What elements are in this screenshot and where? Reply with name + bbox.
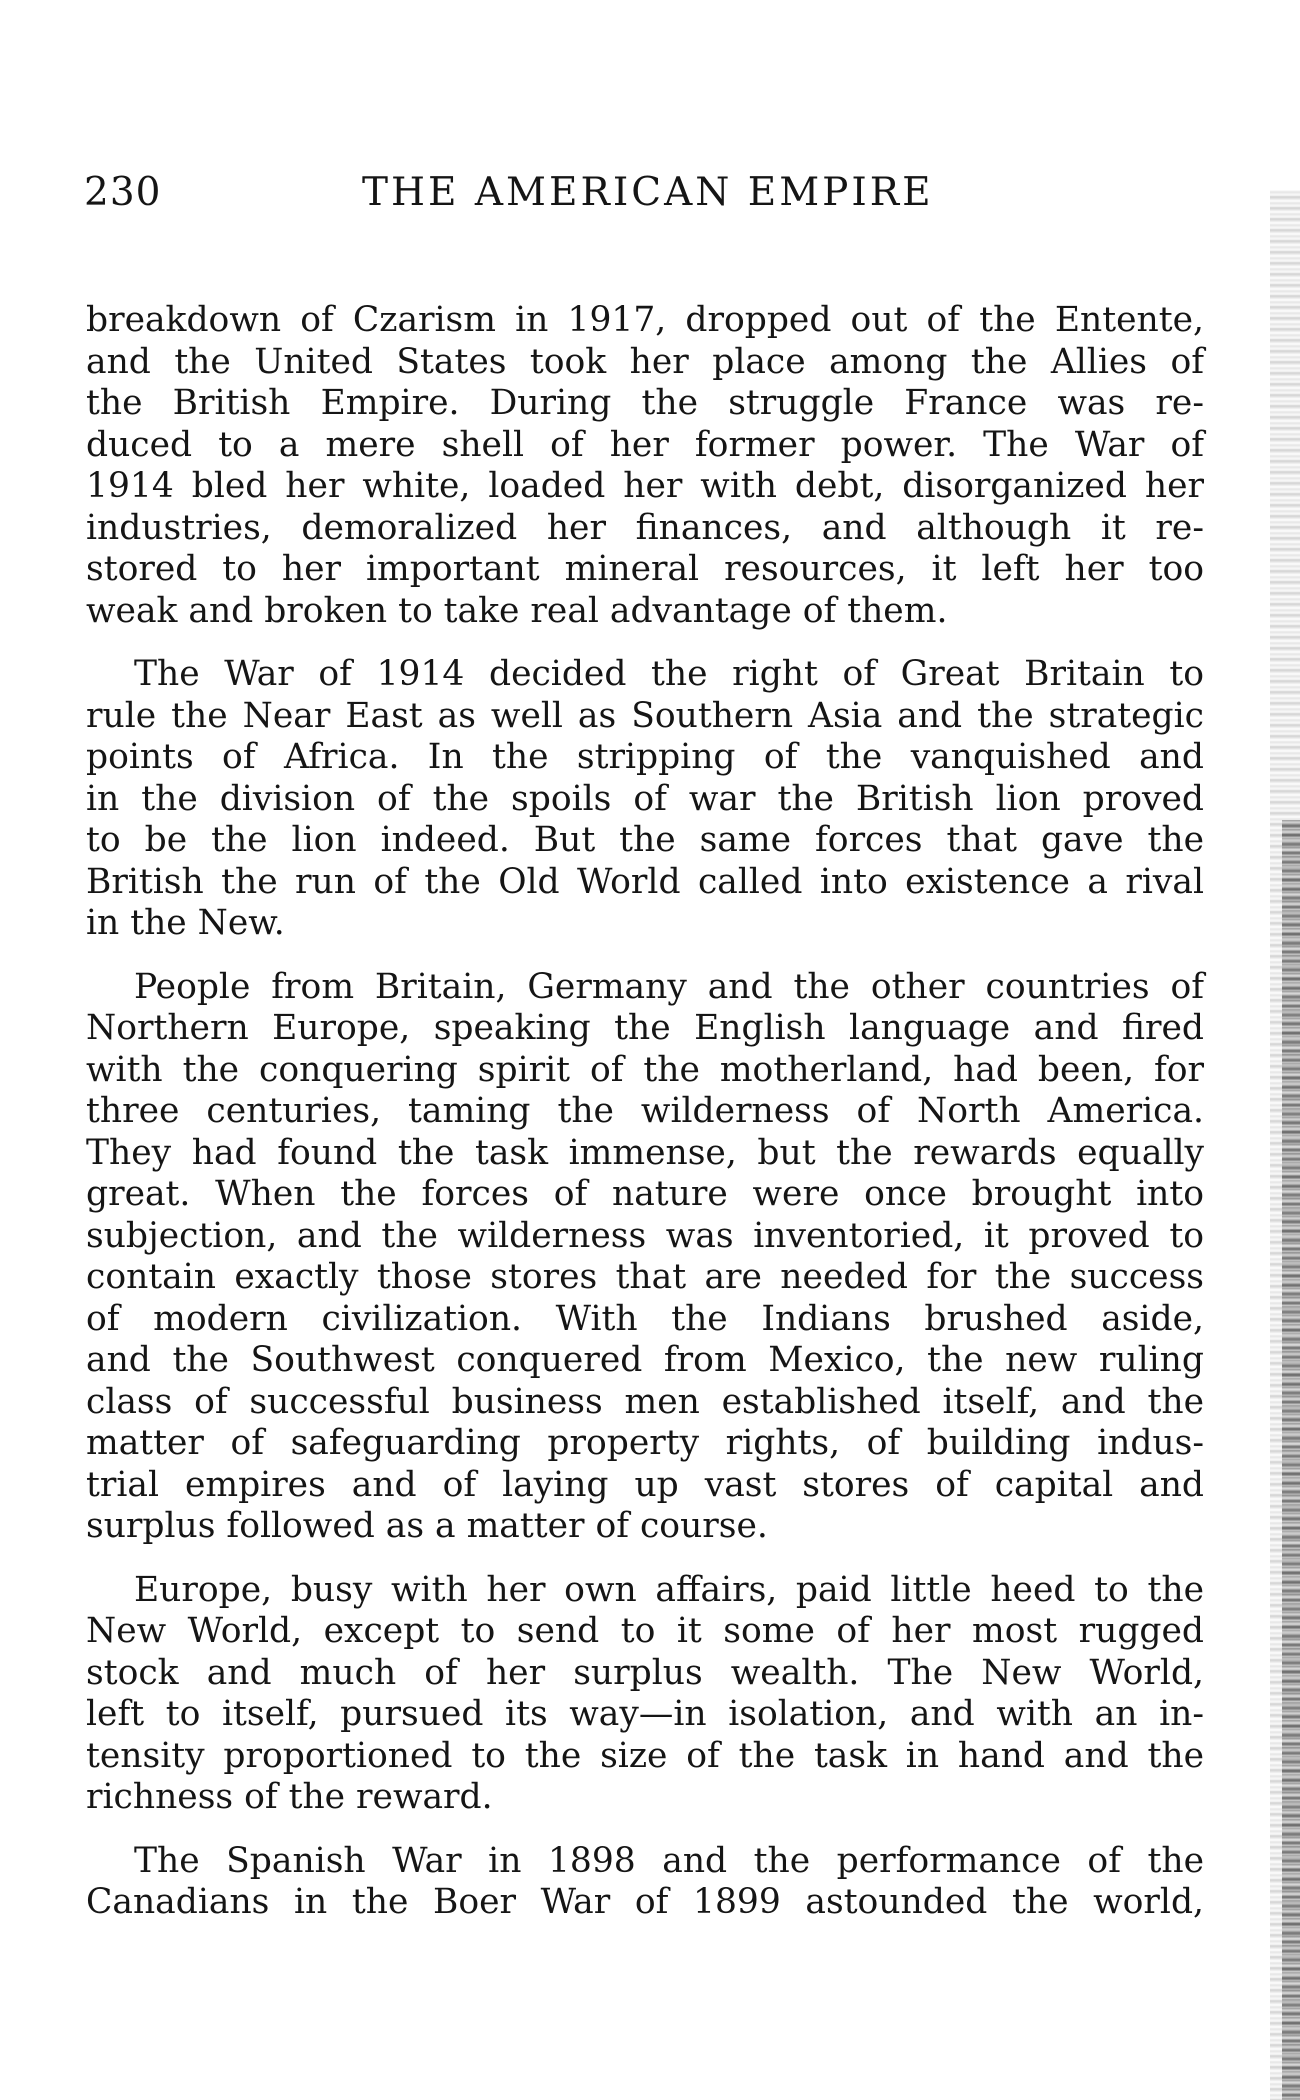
text-line: Canadians in the Boer War of 1899 astounded the world, bbox=[86, 1882, 1204, 1922]
text-line: in the New. bbox=[86, 903, 285, 943]
text-line: breakdown of Czarism in 1917, dropped out of the Entente, bbox=[86, 300, 1204, 340]
text-line: and the Southwest conquered from Mexico, the new ruling bbox=[86, 1340, 1204, 1380]
text-line: stored to her important mineral resources, it left her too bbox=[86, 549, 1204, 589]
text-line: in the division of the spoils of war the British lion proved bbox=[86, 778, 1204, 819]
text-line: contain exactly those stores that are needed for the success bbox=[86, 1257, 1204, 1297]
text-line: points of Africa. In the stripping of the vanquished and bbox=[86, 737, 1204, 777]
text-line: tensity proportioned to the size of the task in hand and the bbox=[86, 1735, 1204, 1776]
text-line: matter of safeguarding property rights, of building indus- bbox=[86, 1423, 1204, 1463]
text-line: great. When the forces of nature were once brought into bbox=[86, 1174, 1204, 1214]
paragraph-4 bbox=[86, 1570, 1204, 1819]
paragraph-1 bbox=[86, 300, 1204, 632]
page-edge-shadow-dark bbox=[1282, 820, 1300, 2100]
paragraph-5 bbox=[86, 1841, 1204, 1924]
paragraph-3 bbox=[86, 967, 1204, 1548]
text-line: the British Empire. During the struggle France was re- bbox=[86, 383, 1204, 423]
paragraph-2 bbox=[86, 654, 1204, 945]
text-line: Europe, busy with her own affairs, paid little heed to the bbox=[134, 1569, 1204, 1610]
body-text bbox=[86, 300, 1204, 1946]
text-line: and the United States took her place among the Allies of bbox=[86, 341, 1204, 382]
text-line: The Spanish War in 1898 and the performance of the bbox=[134, 1840, 1204, 1881]
text-line: 1914 bled her white, loaded her with debt, disorganized her bbox=[86, 466, 1204, 506]
text-line: of modern civilization. With the Indians brushed aside, bbox=[86, 1298, 1204, 1339]
text-line: three centuries, taming the wilderness of North America. bbox=[86, 1091, 1204, 1131]
text-line: They had found the task immense, but the rewards equally bbox=[86, 1132, 1204, 1173]
running-head bbox=[84, 170, 1214, 222]
text-line: trial empires and of laying up vast stores of capital and bbox=[86, 1464, 1204, 1505]
text-line: subjection, and the wilderness was inventoried, it proved to bbox=[86, 1215, 1204, 1256]
text-line: British the run of the Old World called into existence a rival bbox=[86, 861, 1204, 902]
text-line: industries, demoralized her finances, and although it re- bbox=[86, 507, 1204, 548]
text-line: New World, except to send to it some of her most rugged bbox=[86, 1611, 1204, 1651]
text-line: Northern Europe, speaking the English language and fired bbox=[86, 1008, 1204, 1048]
text-line: left to itself, pursued its way—in isolation, and with an in- bbox=[86, 1694, 1204, 1734]
text-line: stock and much of her surplus wealth. The New World, bbox=[86, 1652, 1204, 1693]
text-line: People from Britain, Germany and the other countries of bbox=[134, 966, 1204, 1007]
text-line: duced to a mere shell of her former power. The War of bbox=[86, 424, 1204, 465]
text-line: with the conquering spirit of the motherland, had been, for bbox=[86, 1049, 1204, 1090]
text-line: surplus followed as a matter of course. bbox=[86, 1506, 768, 1546]
text-line: rule the Near East as well as Southern Asia and the strategic bbox=[86, 695, 1204, 736]
text-line: class of successful business men established itself, and the bbox=[86, 1381, 1204, 1422]
text-line: weak and broken to take real advantage of them. bbox=[86, 590, 948, 631]
text-line: to be the lion indeed. But the same forces that gave the bbox=[86, 820, 1204, 860]
running-title: THE AMERICAN EMPIRE bbox=[362, 170, 934, 215]
text-line: richness of the reward. bbox=[86, 1777, 493, 1817]
text-line: The War of 1914 decided the right of Great Britain to bbox=[134, 654, 1204, 694]
page-number: 230 bbox=[84, 170, 162, 215]
